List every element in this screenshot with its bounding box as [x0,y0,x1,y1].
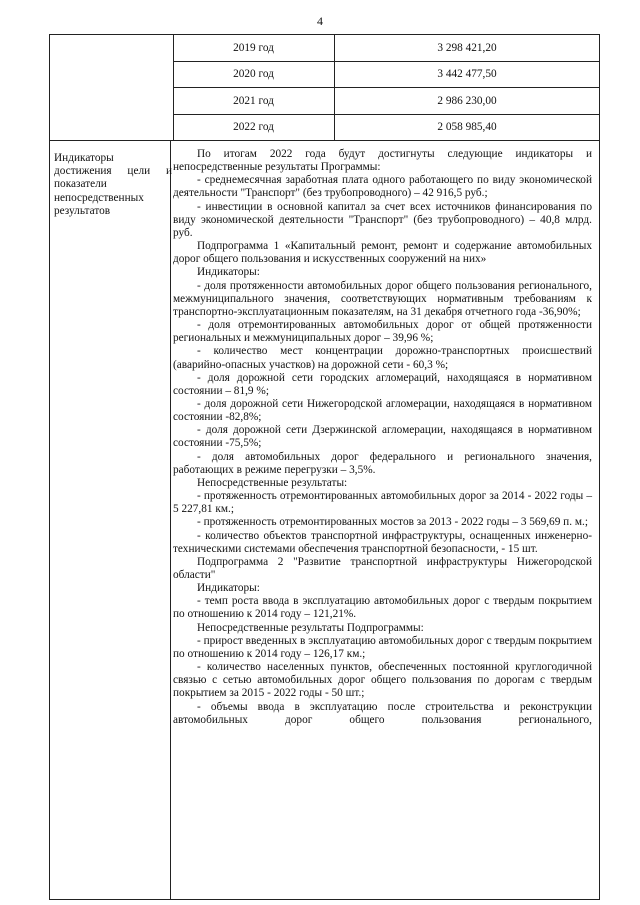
indicator-urban-agglomerations: - доля дорожной сети городских агломераций, находящаяся в нормативном состоянии – 81,9 %; [173,371,592,397]
indicators-content [173,148,592,727]
subprogram-1-results-heading: Непосредственные результаты: [197,476,348,489]
row-divider [173,114,600,115]
result-secured-transport-objects: - количество объектов транспортной инфраструктуры, оснащенных инженерно-техническими системами обеспечения транспортной безопасности, - 15 шт. [173,529,592,555]
finance-year-2019: 2019 год [233,42,274,54]
indicators-label: Индикаторы достижения цели и показатели непосредственных результатов [54,152,172,217]
result-commissioning-volumes: - объемы ввода в эксплуатацию после строительства и реконструкции автомобильных дорог общего пользования регионального, [173,700,592,726]
section-divider [50,140,600,141]
indicator-salary: - среднемесячная заработная плата одного работающего по виду экономической деятельности "Транспорт" (без трубопроводного) – 42 916,5 руб.; [173,174,592,200]
finance-value-2019: 3 298 421,20 [437,42,497,54]
subprogram-1-indicators-heading: Индикаторы: [197,266,260,279]
result-repaired-roads-length: - протяженность отремонтированных автомобильных дорог за 2014 - 2022 годы – 5 227,81 км.; [173,490,592,516]
finance-year-2020: 2020 год [233,68,274,80]
result-connected-settlements: - количество населенных пунктов, обеспеченных постоянной круглогодичной связью с сетью автомобильных дорог общего пользования по дорогам с твердым покрытием за 2015 - 2022 годы - 50 шт.; [173,661,592,700]
subprogram-2-results-heading: Непосредственные результаты Подпрограммы: [197,621,424,634]
indicator-road-share-normative: - доля протяженности автомобильных дорог общего пользования регионального, межмуниципального значения, соответствующих нормативным требованиям к транспортно-эксплуатационным показателям, на 31 декабря отчетного года -36,90%; [173,279,592,318]
result-repaired-bridges-length: - протяженность отремонтированных мостов за 2013 - 2022 годы – 3 569,69 п. м.; [197,516,588,529]
finance-year-2021: 2021 год [233,95,274,107]
finance-year-2022: 2022 год [233,121,274,133]
subprogram-1-title: Подпрограмма 1 «Капитальный ремонт, ремонт и содержание автомобильных дорог общего пользования и искусственных сооружений на них» [173,240,592,266]
finance-value-2022: 2 058 985,40 [437,121,497,133]
finance-value-2020: 3 442 477,50 [437,68,497,80]
indicator-nizhny-agglomeration: - доля дорожной сети Нижегородской агломерации, находящаяся в нормативном состоянии -82,8%; [173,397,592,424]
indicator-investment: - инвестиции в основной капитал за счет всех источников финансирования по виду экономической деятельности "Транспорт" (без трубопроводного) – 40,8 млрд. руб. [173,200,592,239]
finance-value-2021: 2 986 230,00 [437,95,497,107]
row-divider [173,87,600,88]
indicator-road-commissioning-growth: - темп роста ввода в эксплуатацию автомобильных дорог с твердым покрытием по отношению к 2014 году – 121,21%. [173,595,592,621]
indicator-dzerzhinsk-agglomeration: - доля дорожной сети Дзержинской агломерации, находящаяся в нормативном состоянии -75,5%; [173,424,592,450]
subprogram-2-title: Подпрограмма 2 "Развитие транспортной инфраструктуры Нижегородской области" [173,555,592,581]
programme-intro: По итогам 2022 года будут достигнуты следующие индикаторы и непосредственные результаты Программы: [173,148,592,174]
indicator-accident-spots: - количество мест концентрации дорожно-транспортных происшествий (аварийно-опасных участков) на дорожной сети - 60,3 %; [173,345,592,371]
indicator-overloaded-roads: - доля автомобильных дорог федерального и регионального значения, работающих в режиме перегрузки – 3,5%. [173,450,592,476]
row-divider [173,61,600,62]
result-new-paved-roads: - прирост введенных в эксплуатацию автомобильных дорог с твердым покрытием по отношению к 2014 году – 126,17 км.; [173,634,592,660]
page-number: 4 [317,14,323,28]
indicator-column-divider [170,140,171,900]
indicator-repaired-roads-share: - доля отремонтированных автомобильных дорог от общей протяженности региональных и межмуниципальных дорог – 39,96 %; [173,319,592,345]
subprogram-2-indicators-heading: Индикаторы: [197,582,260,595]
